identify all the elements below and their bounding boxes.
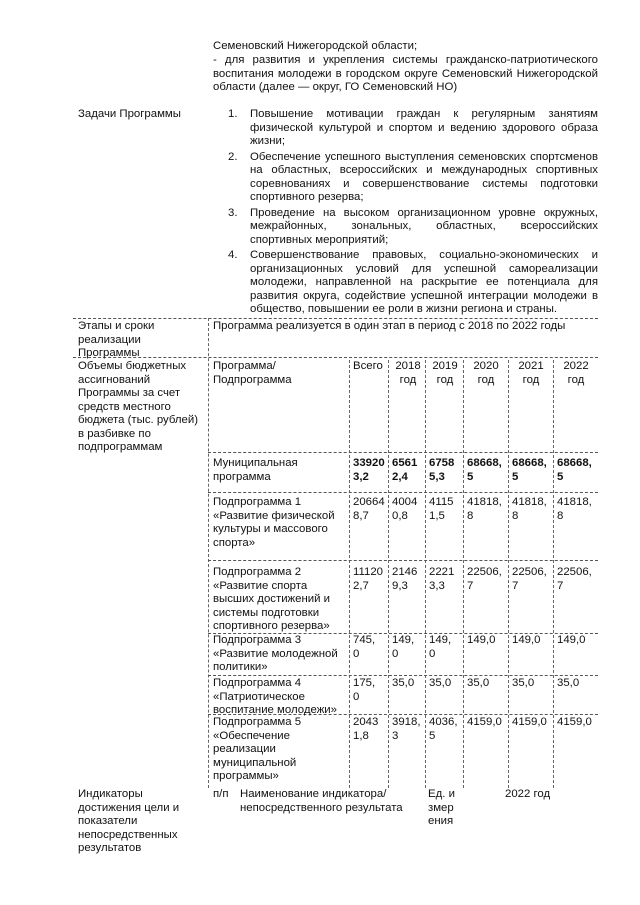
row-2021: 4159,0 (512, 716, 547, 728)
row-2021: 22506,7 (512, 566, 547, 592)
row-2018: 65612,4 (392, 457, 418, 483)
stages-label: Этапы и сроки реализации Программы (78, 320, 155, 359)
row-divider (208, 492, 598, 493)
row-2022: 35,0 (557, 677, 580, 689)
row-2021: 149,0 (512, 634, 541, 646)
row-2022: 149,0 (557, 634, 586, 646)
task-item: 3. Проведение на высоком организационном уровне окружных, межрайонных, зональных, областных, всероссийских спортивных мероприятий; (228, 206, 598, 246)
row-2020: 149,0 (467, 634, 496, 646)
row-2018: 3918,3 (392, 716, 421, 742)
row-2018: 35,0 (392, 677, 415, 689)
indicators-col-unit: Ед. измерения (428, 788, 455, 827)
row-2018: 149,0 (392, 634, 415, 660)
task-item: 1. Повышение мотивации граждан к регулярным занятиям физической культурой и спортом и ведению здорового образа жизни; (228, 108, 598, 147)
indicators-col-np: п/п (213, 788, 229, 800)
row-2020: 41818,8 (467, 496, 502, 522)
header-2018: 2018 год (395, 360, 421, 386)
row-2022: 22506,7 (557, 566, 592, 592)
column-divider (349, 360, 350, 788)
column-divider (388, 360, 389, 788)
row-2020: 35,0 (467, 677, 490, 689)
column-divider (425, 360, 426, 788)
row-2019: 149,0 (429, 634, 452, 660)
row-name: Подпрограмма 2 «Развитие спорта высших достижений и системы подготовки спортивного резерва» (213, 566, 331, 632)
stages-text: Программа реализуется в один этап в период с 2018 по 2022 годы (213, 320, 566, 332)
intro-line: Семеновский Нижегородской области; (213, 40, 418, 52)
column-divider (463, 360, 464, 788)
row-total: 339203,2 (353, 457, 385, 483)
budget-label: Объемы бюджетных ассигнований Программы за счет средств местного бюджета (тыс. рублей) в разбивке по подпрограммам (78, 360, 199, 453)
row-2021: 41818,8 (512, 496, 547, 522)
row-2019: 4036,5 (429, 716, 458, 742)
tasks-list (228, 108, 598, 319)
row-name: Подпрограмма 1 «Развитие физической культуры и массового спорта» (213, 496, 335, 549)
row-name: Муниципальная программа (213, 457, 298, 483)
indicators-col-name: Наименование индикатора/ непосредственного результата (240, 788, 403, 814)
task-item: 2. Обеспечение успешного выступления семеновских спортсменов на областных, всероссийских и международных спортивных соревнованиях и совершенствование системы подготовки спортивного резерва; (228, 150, 598, 203)
row-name: Подпрограмма 5 «Обеспечение реализации муниципальной программы» (213, 716, 302, 782)
intro-paragraph: - для развития и укрепления системы гражданско-патриотического воспитания молодежи в городском округе Семеновский Нижегородской области (далее — округ, ГО Семеновский НО) (213, 54, 598, 93)
task-item: 4. Совершенствование правовых, социально-экономических и организационных условий для успешной самореализации молодежи, направленной на раскрытие ее потенциала для развития округа, содействие успешной интеграции молодежи в общество, повышении ее роли в жизни региона и страны. (228, 249, 598, 315)
row-2021: 68668,5 (512, 457, 547, 483)
row-divider (73, 318, 598, 319)
row-divider (208, 560, 598, 561)
row-2020: 22506,7 (467, 566, 502, 592)
header-total: Всего (353, 360, 383, 372)
row-2022: 4159,0 (557, 716, 592, 728)
header-2020: 2020 год (473, 360, 499, 386)
row-2021: 35,0 (512, 677, 535, 689)
row-divider (208, 452, 598, 453)
header-program: Программа/ Подпрограмма (213, 360, 292, 386)
row-name: Подпрограмма 3 «Развитие молодежной политики» (213, 634, 338, 673)
row-divider (208, 675, 598, 676)
row-total: 175,0 (353, 677, 376, 703)
header-2021: 2021 год (518, 360, 544, 386)
row-total: 111202,7 (353, 566, 383, 592)
row-name: Подпрограмма 4 «Патриотическое воспитание молодежи» (213, 677, 338, 716)
row-total: 20431,8 (353, 716, 379, 742)
row-total: 206648,7 (353, 496, 385, 522)
row-2022: 68668,5 (557, 457, 592, 483)
row-2020: 68668,5 (467, 457, 502, 483)
row-2018: 21469,3 (392, 566, 418, 592)
header-2022: 2022 год (563, 360, 589, 386)
column-divider (208, 318, 209, 788)
row-2019: 35,0 (429, 677, 452, 689)
header-2019: 2019 год (432, 360, 458, 386)
indicators-col-year: 2022 год (505, 788, 551, 800)
row-2019: 41151,5 (429, 496, 454, 522)
row-2019: 67585,3 (429, 457, 455, 483)
row-total: 745,0 (353, 634, 376, 660)
indicators-label: Индикаторы достижения цели и показатели непосредственных результатов (78, 788, 180, 854)
row-2020: 4159,0 (467, 716, 502, 728)
row-2019: 22213,3 (429, 566, 455, 592)
tasks-label: Задачи Программы (78, 108, 181, 120)
row-2018: 40040,8 (392, 496, 418, 522)
row-2022: 41818,8 (557, 496, 592, 522)
